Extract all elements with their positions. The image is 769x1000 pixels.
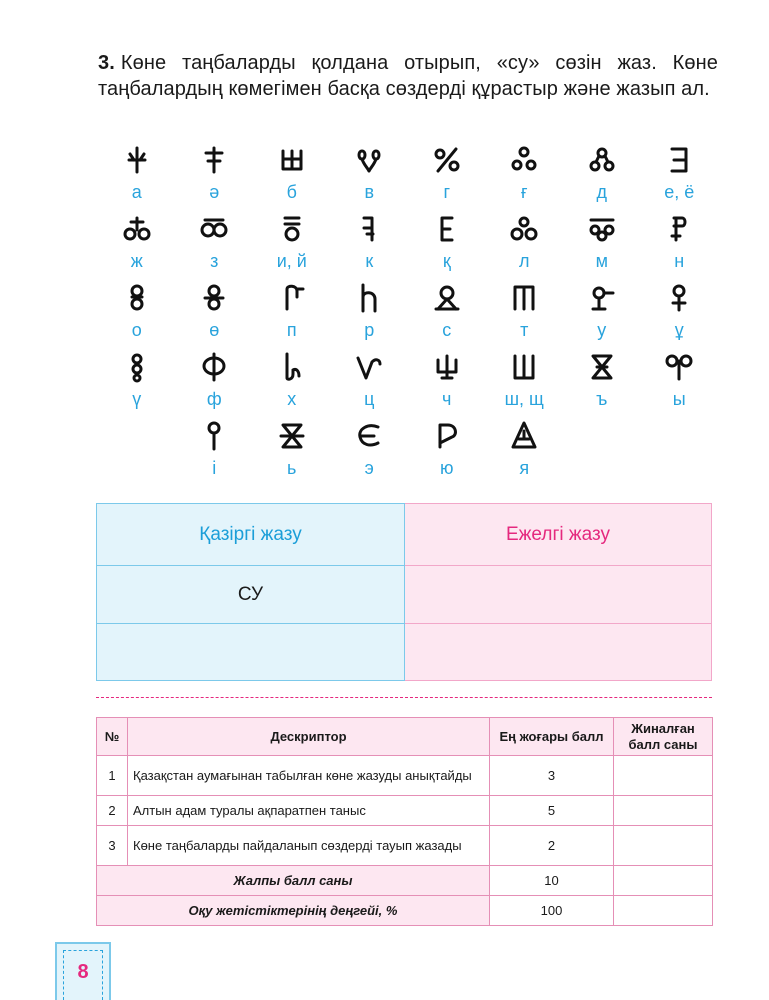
runic-o-icon — [98, 278, 176, 318]
alphabet-cell — [641, 278, 719, 347]
alphabet-letter: ы — [672, 389, 686, 409]
alphabet-letter: у — [597, 320, 607, 340]
alphabet-letter: и, й — [276, 251, 307, 271]
alphabet-letter: е, ё — [664, 182, 695, 202]
alphabet-cell — [486, 278, 564, 347]
alphabet-letter: т — [520, 320, 529, 340]
max-score-header: Ең жоғары балл — [490, 718, 614, 756]
runic-eh-icon — [331, 416, 409, 456]
collected-score-header: Жиналған балл саны — [614, 718, 713, 756]
runic-s-icon — [408, 278, 486, 318]
alphabet-cell — [563, 140, 641, 209]
runic-y-icon — [641, 347, 719, 387]
row-num: 3 — [97, 826, 128, 866]
dashed-divider — [96, 697, 712, 698]
runic-q-icon — [408, 209, 486, 249]
alphabet-letter: ю — [440, 458, 454, 478]
row-collected-score[interactable] — [614, 826, 713, 866]
alphabet-letter: н — [674, 251, 685, 271]
alphabet-cell — [641, 140, 719, 209]
alphabet-cell — [253, 140, 331, 209]
runic-zh-icon — [98, 209, 176, 249]
row-max-score: 5 — [490, 796, 614, 826]
alphabet-letter: л — [518, 251, 530, 271]
runic-p-icon — [253, 278, 331, 318]
writing-table — [96, 503, 712, 681]
task-instruction: Көне таңбаларды қолдана отырып, «су» сөзін жаз. Көне таңбалардың көмегімен басқа сөздерді құрастыр және жазып ал. — [98, 52, 718, 100]
alphabet-letter: э — [364, 458, 374, 478]
alphabet-cell — [98, 209, 176, 278]
runic-m-icon — [563, 209, 641, 249]
page-number: 8 — [77, 961, 89, 983]
row-num: 2 — [97, 796, 128, 826]
alphabet-letter: ә — [209, 182, 220, 202]
alphabet-cell — [253, 347, 331, 416]
alphabet-cell — [408, 140, 486, 209]
alphabet-letter: ь — [287, 458, 297, 478]
runic-hard-icon — [563, 347, 641, 387]
task-text — [98, 50, 718, 102]
runic-k-icon — [331, 209, 409, 249]
task-number: 3. — [98, 52, 115, 74]
alphabet-letter: б — [286, 182, 297, 202]
alphabet-letter: р — [364, 320, 375, 340]
alphabet-letter: х — [287, 389, 297, 409]
table-row — [97, 826, 713, 866]
score-table — [96, 717, 713, 926]
runic-gh-icon — [486, 140, 564, 180]
row-max-score: 2 — [490, 826, 614, 866]
runic-b-icon — [253, 140, 331, 180]
row-descriptor: Көне таңбаларды пайдаланып сөздерді тауып жазады — [128, 826, 490, 866]
alphabet-cell — [253, 416, 331, 485]
alphabet-letter: қ — [442, 251, 451, 271]
runic-t-icon — [486, 278, 564, 318]
alphabet-cell — [176, 416, 254, 485]
alphabet-cell — [486, 416, 564, 485]
alphabet-letter: ц — [364, 389, 375, 409]
row-collected-score[interactable] — [614, 796, 713, 826]
runic-g-icon — [408, 140, 486, 180]
row-num: 1 — [97, 756, 128, 796]
total-row — [97, 866, 713, 896]
alphabet-letter: г — [443, 182, 451, 202]
alphabet-letter: д — [596, 182, 607, 202]
runic-ts-icon — [331, 347, 409, 387]
alphabet-letter: ъ — [596, 389, 608, 409]
alphabet-cell — [331, 416, 409, 485]
runic-r-icon — [331, 278, 409, 318]
level-row — [97, 896, 713, 926]
alphabet-cell — [176, 347, 254, 416]
alphabet-cell — [331, 140, 409, 209]
alphabet-cell — [563, 278, 641, 347]
alphabet-letter: м — [595, 251, 608, 271]
runic-uu-icon — [641, 278, 719, 318]
runic-a-icon — [98, 140, 176, 180]
runic-d-icon — [563, 140, 641, 180]
runic-alphabet-grid — [98, 140, 718, 485]
row-descriptor: Қазақстан аумағынан табылған көне жазуды анықтайды — [128, 756, 490, 796]
level-value: 100 — [490, 896, 614, 926]
row-max-score: 3 — [490, 756, 614, 796]
alphabet-cell — [98, 140, 176, 209]
runic-e-icon — [641, 140, 719, 180]
row-collected-score[interactable] — [614, 756, 713, 796]
alphabet-cell — [253, 278, 331, 347]
table-row — [97, 796, 713, 826]
alphabet-cell — [486, 347, 564, 416]
alphabet-cell — [563, 209, 641, 278]
runic-l-icon — [486, 209, 564, 249]
runic-ii-icon — [176, 416, 254, 456]
runic-n-icon — [641, 209, 719, 249]
runic-z-icon — [176, 209, 254, 249]
alphabet-letter: о — [131, 320, 142, 340]
alphabet-letter: ө — [209, 320, 220, 340]
table-row — [97, 756, 713, 796]
runic-ue-icon — [98, 347, 176, 387]
ancient-writing-cell[interactable] — [405, 624, 712, 681]
alphabet-letter: ж — [130, 251, 143, 271]
runic-yu-icon — [408, 416, 486, 456]
alphabet-letter: ч — [442, 389, 452, 409]
alphabet-letter: к — [365, 251, 374, 271]
modern-writing-header: Қазіргі жазу — [97, 504, 405, 566]
alphabet-letter: і — [212, 458, 217, 478]
alphabet-cell — [486, 209, 564, 278]
alphabet-cell — [408, 278, 486, 347]
runic-u-icon — [563, 278, 641, 318]
alphabet-letter: з — [210, 251, 219, 271]
runic-sh-icon — [486, 347, 564, 387]
alphabet-cell — [331, 347, 409, 416]
alphabet-letter: ұ — [674, 320, 684, 340]
runic-ya-icon — [486, 416, 564, 456]
alphabet-letter: ү — [132, 389, 142, 409]
runic-ae-icon — [176, 140, 254, 180]
runic-ch-icon — [408, 347, 486, 387]
descriptor-header: Дескриптор — [128, 718, 490, 756]
alphabet-cell — [176, 209, 254, 278]
runic-soft-icon — [253, 416, 331, 456]
alphabet-cell — [331, 278, 409, 347]
level-label: Оқу жетістіктерінің деңгейі, % — [97, 896, 490, 926]
alphabet-letter: в — [364, 182, 375, 202]
modern-writing-cell[interactable] — [97, 624, 405, 681]
runic-f-icon — [176, 347, 254, 387]
modern-writing-cell[interactable]: СУ — [97, 566, 405, 624]
alphabet-cell — [253, 209, 331, 278]
num-header: № — [97, 718, 128, 756]
alphabet-cell — [98, 278, 176, 347]
alphabet-letter: ғ — [520, 182, 528, 202]
alphabet-cell — [486, 140, 564, 209]
alphabet-letter: ш, щ — [504, 389, 544, 409]
level-collected[interactable] — [614, 896, 713, 926]
row-descriptor: Алтын адам туралы ақпаратпен таныс — [128, 796, 490, 826]
page-number-badge — [55, 942, 111, 1000]
total-value: 10 — [490, 866, 614, 896]
runic-v-icon — [331, 140, 409, 180]
alphabet-letter: ф — [206, 389, 222, 409]
alphabet-cell — [563, 347, 641, 416]
total-collected[interactable] — [614, 866, 713, 896]
alphabet-letter: п — [286, 320, 297, 340]
alphabet-letter: я — [519, 458, 530, 478]
alphabet-cell — [408, 209, 486, 278]
alphabet-cell — [98, 347, 176, 416]
alphabet-cell — [408, 416, 486, 485]
runic-h-icon — [253, 347, 331, 387]
alphabet-letter: а — [131, 182, 142, 202]
alphabet-letter: с — [442, 320, 452, 340]
ancient-writing-header: Ежелгі жазу — [405, 504, 712, 566]
alphabet-cell — [176, 278, 254, 347]
ancient-writing-cell[interactable] — [405, 566, 712, 624]
total-label: Жалпы балл саны — [97, 866, 490, 896]
alphabet-cell — [641, 347, 719, 416]
alphabet-cell — [176, 140, 254, 209]
alphabet-cell — [331, 209, 409, 278]
alphabet-cell — [641, 209, 719, 278]
runic-oe-icon — [176, 278, 254, 318]
alphabet-cell — [408, 347, 486, 416]
runic-i-icon — [253, 209, 331, 249]
